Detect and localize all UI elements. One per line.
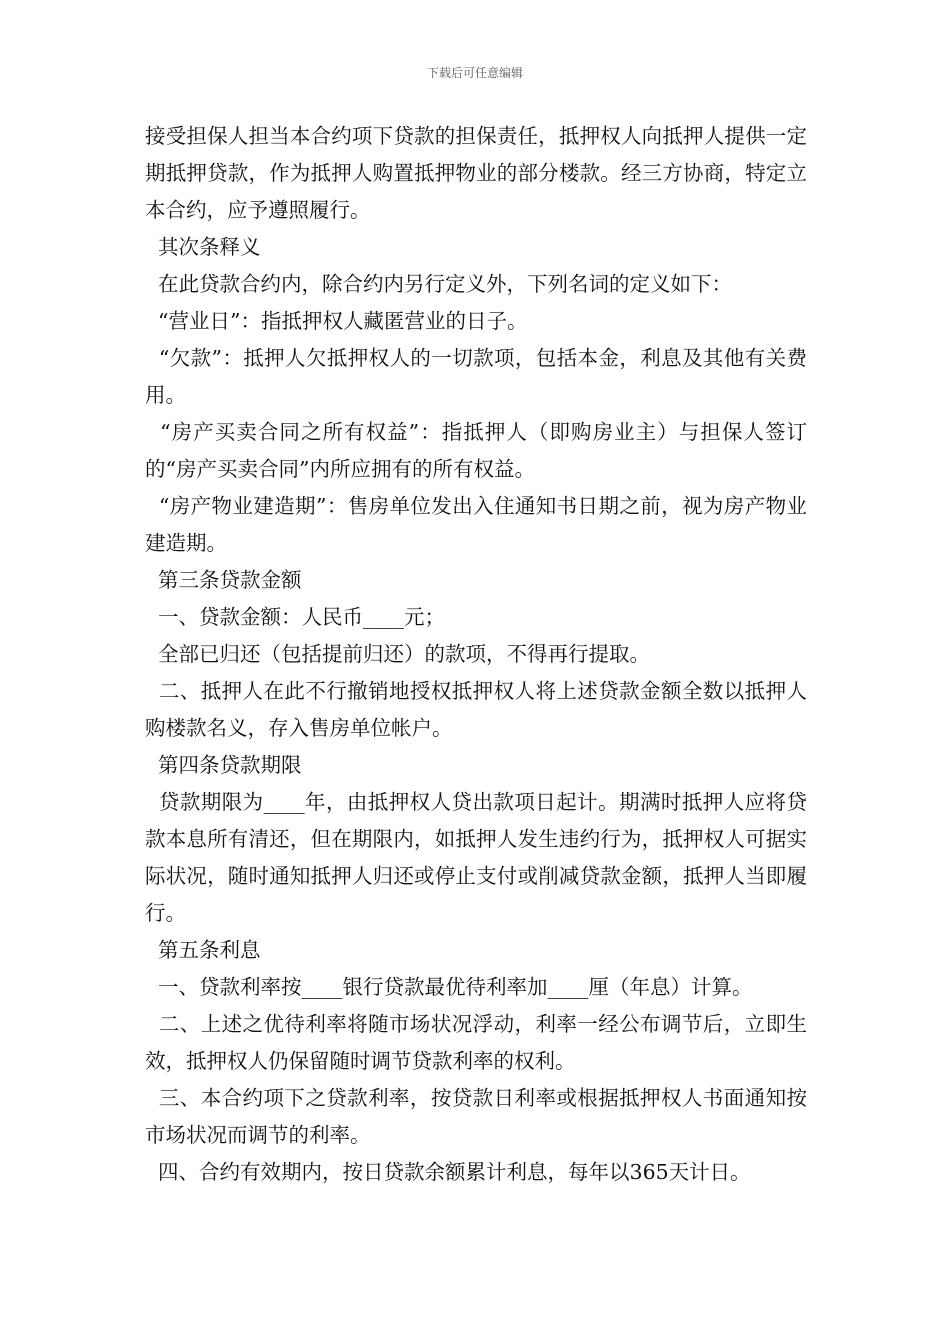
clause: 四、合约有效期内，按日贷款余额累计利息，每年以365天计日。 — [145, 1160, 751, 1184]
paragraph-intro: 接受担保人担当本合约项下贷款的担保责任，抵押权人向抵押人提供一定期抵押贷款，作为抵押人购置抵押物业的部分楼款。经三方协商，特定立本合约，应予遵照履行。 — [145, 124, 807, 222]
definition-contract-rights: “房产买卖合同之所有权益”：指抵押人（即购房业主）与担保人签订的“房产买卖合同”内所应拥有的所有权益。 — [145, 420, 807, 481]
page-header: 下载后可任意编辑 — [426, 66, 523, 80]
clause: 三、本合约项下之贷款利率，按贷款日利率或根据抵押权人书面通知按市场状况而调节的利率。 — [145, 1086, 807, 1147]
section-heading-loan-amount: 第三条贷款金额 — [145, 568, 302, 592]
definition-arrears: “欠款”：抵押人欠抵押权人的一切款项，包括本金，利息及其他有关费用。 — [145, 346, 807, 407]
clause: 一、贷款金额：人民币____元； — [145, 605, 446, 629]
section-heading-interest: 第五条利息 — [145, 938, 261, 962]
clause: 二、上述之优待利率将随市场状况浮动，利率一经公布调节后，立即生效，抵押权人仍保留随时调节贷款利率的权利。 — [145, 1012, 807, 1073]
document-body — [145, 118, 807, 1191]
clause: 全部已归还（包括提前归还）的款项，不得再行提取。 — [145, 642, 651, 666]
clause: 二、抵押人在此不行撤销地授权抵押权人将上述贷款金额全数以抵押人购楼款名义，存入售房单位帐户。 — [145, 679, 807, 740]
definition-business-day: “营业日”：指抵押权人藏匿营业的日子。 — [145, 309, 528, 333]
definition-construction-period: “房产物业建造期”：售房单位发出入住通知书日期之前，视为房产物业建造期。 — [145, 494, 807, 555]
clause: 贷款期限为____年，由抵押权人贷出款项日起计。期满时抵押人应将贷款本息所有清还，但在期限内，如抵押人发生违约行为，抵押权人可据实际状况，随时通知抵押人归还或停止支付或削减贷款金额，抵押人当即履行。 — [145, 790, 807, 925]
section-heading-definitions: 其次条释义 — [145, 235, 261, 259]
paragraph: 在此贷款合约内，除合约内另行定义外，下列名词的定义如下： — [145, 272, 733, 296]
clause: 一、贷款利率按____银行贷款最优待利率加____厘（年息）计算。 — [145, 975, 753, 999]
section-heading-loan-term: 第四条贷款期限 — [145, 753, 302, 777]
